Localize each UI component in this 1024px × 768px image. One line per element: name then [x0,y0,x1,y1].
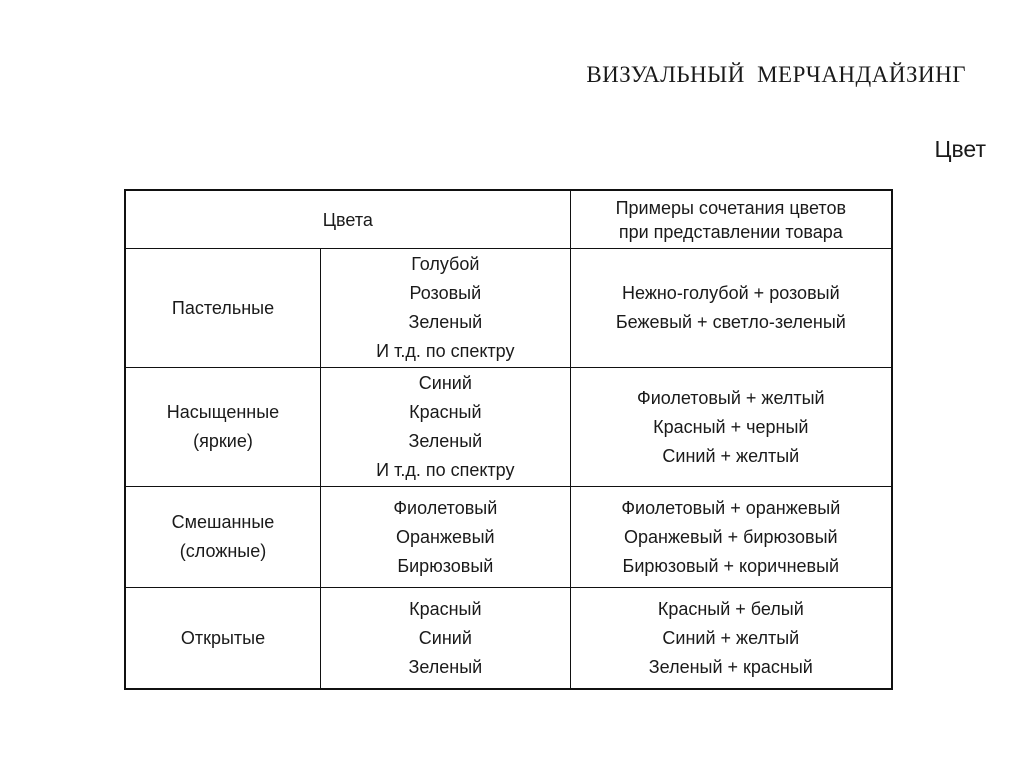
color-item: И т.д. по спектру [376,460,515,480]
examples-cell [570,588,892,690]
header-colors: Цвета [125,190,570,249]
table-header-row [125,190,892,249]
colors-cell [321,368,571,487]
color-item: Синий [418,373,472,393]
example-item: Красный + черный [653,416,809,437]
color-item: Оранжевый [396,526,495,547]
example-item: Синий + желтый [662,445,800,466]
color-item: Синий [418,627,472,648]
category-label: Открытые [180,627,266,648]
color-item: И т.д. по спектру [376,341,515,361]
example-item: Нежно-голубой + розовый [622,283,840,303]
example-item: Бежевый + светло-зеленый [615,312,846,332]
example-item: Бирюзовый + коричневый [622,555,840,576]
category-label: Смешанные [171,512,275,532]
page-title: ВИЗУАЛЬНЫЙ МЕРЧАНДАЙЗИНГ [586,62,966,87]
category-cell [125,249,321,368]
example-item: Красный + белый [657,598,804,619]
color-item: Красный [409,402,482,422]
section-subtitle: Цвет [934,136,986,162]
color-item: Зеленый [408,431,483,451]
table-row [125,249,892,368]
colors-cell [321,487,571,588]
color-item: Голубой [411,254,480,274]
table-row [125,368,892,487]
examples-cell [570,487,892,588]
color-item: Зеленый [408,656,483,677]
category-label: Насыщенные [166,402,280,422]
table-row [125,588,892,690]
colors-cell [321,249,571,368]
category-cell [125,588,321,690]
color-item: Зеленый [408,312,483,332]
category-cell [125,487,321,588]
table-row [125,487,892,588]
category-label: Пастельные [171,297,275,318]
header-examples-line: при представлении товара [618,221,843,242]
colors-cell [321,588,571,690]
category-label: (сложные) [179,541,267,561]
category-label: (яркие) [193,431,253,451]
color-combinations-table [124,189,893,690]
example-item: Фиолетовый + оранжевый [621,497,841,518]
color-item: Розовый [409,283,482,303]
examples-cell [570,249,892,368]
header-examples [570,190,892,249]
example-item: Оранжевый + бирюзовый [624,526,838,547]
example-item: Фиолетовый + желтый [637,387,825,408]
example-item: Зеленый + красный [648,656,813,677]
header-examples-line: Примеры сочетания цветов [615,197,847,218]
examples-cell [570,368,892,487]
color-item: Фиолетовый [393,497,498,518]
color-item: Красный [409,598,482,619]
color-item: Бирюзовый [397,555,494,576]
example-item: Синий + желтый [662,627,800,648]
category-cell [125,368,321,487]
